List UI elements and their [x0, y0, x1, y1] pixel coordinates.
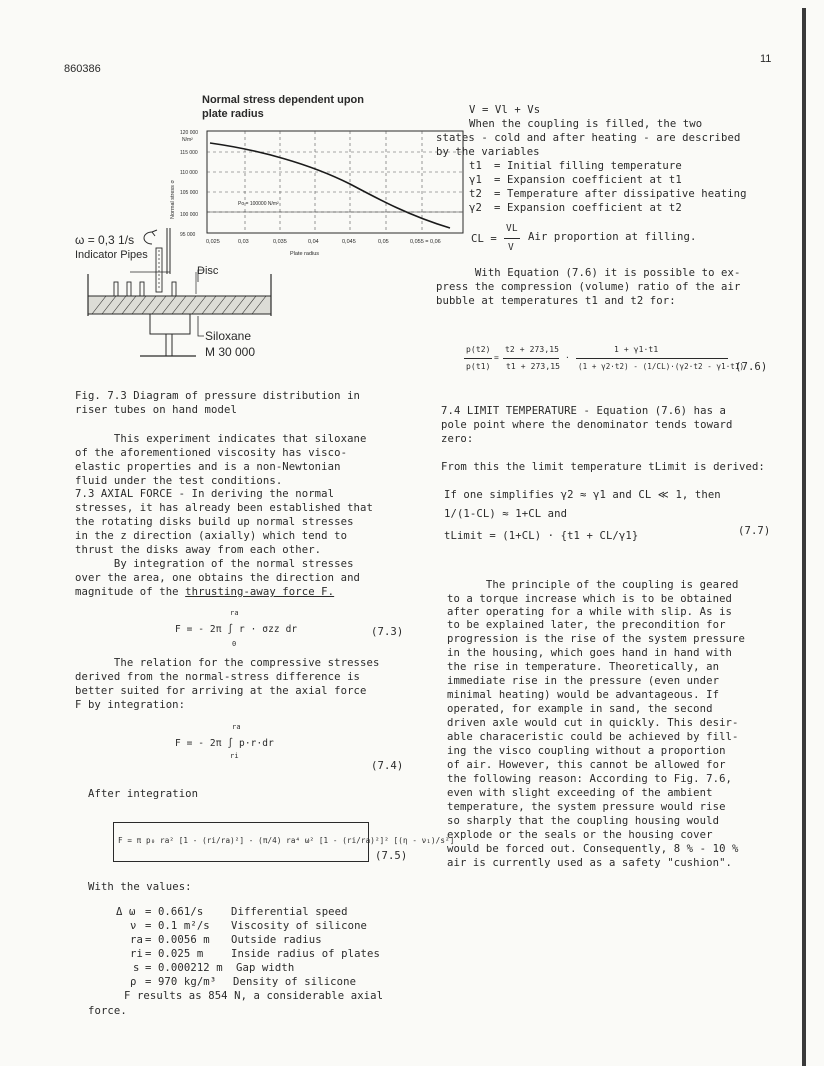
value-desc: Differential speed	[231, 906, 348, 918]
cl-def-num: VL	[506, 223, 518, 234]
value-desc: Outside radius	[231, 934, 322, 946]
para-principle-line: immediate rise in the pressure (even under	[447, 675, 720, 687]
para-integration-line2: over the area, one obtains the direction and	[75, 572, 361, 584]
para-principle-line: to a torque increase which is to be obtained	[447, 593, 733, 605]
var-desc: = Initial filling temperature	[494, 160, 682, 172]
eq74-number: (7.4)	[371, 760, 404, 772]
y-tick-label: 115 000	[180, 150, 198, 156]
var-desc: = Temperature after dissipative heating	[494, 188, 747, 200]
document-id: 860386	[64, 63, 101, 75]
thrusting-force-term: thrusting-away force F.	[185, 586, 335, 598]
para-limit-line1: 7.4 LIMIT TEMPERATURE - Equation (7.6) has a	[441, 405, 727, 417]
scan-edge-rule	[802, 8, 806, 1066]
para-principle-line: after operating for a while with slip. As is	[447, 606, 733, 618]
para-axial-line3: the rotating disks build up normal stresses	[75, 516, 354, 528]
short-indicator-pipes	[114, 282, 176, 296]
para-principle-line: so sharply that the coupling housing would	[447, 815, 720, 827]
eq76-mid-den: t1 + 273,15	[506, 362, 561, 371]
value-val: = 0.0056 m	[145, 934, 210, 946]
eq76-lhs-num: p(t2)	[466, 345, 491, 354]
y-tick-label: 100 000	[180, 212, 199, 218]
value-sym: ri	[130, 948, 143, 960]
result-line2: force.	[88, 1005, 127, 1017]
para-limit-line3: zero:	[441, 433, 474, 445]
cl-def-lhs: CL =	[471, 233, 497, 245]
limit-derived: From this the limit temperature tLimit is derived:	[441, 461, 765, 473]
eq76-mid-num: t2 + 273,15	[505, 345, 560, 354]
para-eq76-line3: bubble at temperatures t1 and t2 for:	[436, 295, 676, 307]
para-principle-line: even with slight exceeding of the ambient	[447, 787, 713, 799]
intro-line1: When the coupling is filled, the two	[469, 118, 703, 130]
para-principle-line: progression is the rise of the system pressure	[447, 633, 745, 645]
p0-label: Po = 100000 N/m²	[238, 201, 279, 207]
para-axial-line1: 7.3 AXIAL FORCE - In deriving the normal	[75, 488, 335, 500]
value-val: = 0.1 m²/s	[145, 920, 210, 932]
para-principle-line: in the housing, which goes hand in hand with	[447, 647, 733, 659]
x-tick-label: 0,03	[238, 239, 249, 245]
value-sym: ρ	[130, 976, 137, 988]
plot-grid	[207, 131, 463, 233]
para-integration-line1: By integration of the normal stresses	[75, 558, 354, 570]
value-val: = 970 kg/m³	[145, 976, 217, 988]
var-desc: = Expansion coefficient at t2	[494, 202, 682, 214]
after-integration: After integration	[88, 788, 199, 800]
figure-caption-line1: Fig. 7.3 Diagram of pressure distribution in	[75, 390, 361, 402]
value-val: = 0.025 m	[145, 948, 204, 960]
var-sym: γ2	[469, 202, 482, 214]
para-principle-line: would be forced out. Consequently, 8 % - 10 %	[447, 843, 739, 855]
figure-caption-line2: riser tubes on hand model	[75, 404, 237, 416]
para-axial-line2: stresses, it has already been established that	[75, 502, 373, 514]
value-sym: s	[133, 962, 140, 974]
eq76-number: (7.6)	[735, 361, 768, 373]
para-principle-line: of air. However, this cannot be allowed for	[447, 759, 726, 771]
para-principle-line: to be explained later, the precondition for	[447, 619, 726, 631]
y-tick-label: 120 000	[180, 130, 199, 136]
var-sym: t1	[469, 160, 482, 172]
rotation-arrow-icon	[144, 232, 152, 244]
figure-title-line1: Normal stress dependent upon	[202, 94, 364, 106]
eq75-formula: F = π p₀ ra² [1 - (ri/ra)²] - (π/4) ra⁴ ω² [1 - (ri/ra)²]² [(η - ν₁)/s²]	[118, 836, 455, 845]
x-tick-label: 0,04	[308, 239, 319, 245]
model-label: M 30 000	[205, 345, 256, 359]
para-principle-line: explode or the seals or the housing cover	[447, 829, 713, 841]
eq76-equals: =	[494, 353, 499, 362]
eq76-right-den: (1 + γ2·t2) - (1/CL)·(γ2·t2 - γ1·t1)	[578, 362, 745, 371]
x-tick-label: 0,045	[342, 239, 356, 245]
para-viscoelastic-line4: fluid under the test conditions.	[75, 475, 283, 487]
eq76-lhs-den: p(t1)	[466, 362, 491, 371]
value-val: = 0.000212 m	[145, 962, 223, 974]
indicator-pipes-label: Indicator Pipes	[75, 249, 148, 261]
page-number: 11	[760, 53, 772, 65]
para-principle-line: temperature, the system pressure would rise	[447, 801, 726, 813]
para-principle-line: air is currently used as a safety "cushion".	[447, 857, 733, 869]
eq73-lower-limit: 0	[232, 640, 237, 648]
x-tick-label: 0,055 = 0,06	[410, 239, 441, 245]
para-eq76-line2: press the compression (volume) ratio of the air	[436, 281, 741, 293]
eq75-number: (7.5)	[375, 850, 408, 862]
x-tick-label: 0,05	[378, 239, 389, 245]
eq77-number: (7.7)	[738, 525, 771, 537]
para-axial-line4: in the z direction (axially) which tend to	[75, 530, 348, 542]
para-eq76-line1: With Equation (7.6) it is possible to ex-	[436, 267, 741, 279]
value-desc: Inside radius of plates	[231, 948, 380, 960]
para-principle-line: driven axle would cut in quickly. This desir-	[447, 717, 739, 729]
para-viscoelastic-line3: elastic properties and is a non-Newtonian	[75, 461, 341, 473]
eq76-right-bar	[576, 358, 728, 359]
eq77-formula: tLimit = (1+CL) · {t1 + CL/γ1}	[444, 530, 639, 542]
para-limit-line2: pole point where the denominator tends toward	[441, 419, 733, 431]
simplify-line2: 1/(1-CL) ≈ 1+CL and	[444, 508, 568, 520]
x-tick-label: 0,035	[273, 239, 287, 245]
var-sym: γ1	[469, 174, 482, 186]
eq76-mid-bar	[503, 358, 559, 359]
plot-frame	[207, 131, 463, 233]
eq76-dot: ·	[565, 353, 570, 362]
para-principle-line: the rise in temperature. Theoretically, an	[447, 661, 720, 673]
y-tick-label: 95 000	[180, 232, 196, 238]
value-desc: Gap width	[236, 962, 295, 974]
para-relation-line2: derived from the normal-stress difference is	[75, 671, 361, 683]
var-sym: t2	[469, 188, 482, 200]
eq73-formula: F = - 2π ∫ r · σzz dr	[175, 624, 298, 635]
para-principle-line: the following reason: According to Fig. 7.6,	[447, 773, 733, 785]
para-relation-line3: better suited for arriving at the axial force	[75, 685, 367, 697]
cl-def-fraction-bar	[504, 238, 520, 239]
para-axial-line5: thrust the disks away from each other.	[75, 544, 322, 556]
para-relation-line1: The relation for the compressive stresses	[75, 657, 380, 669]
omega-label: ω = 0,3 1/s	[75, 233, 135, 247]
x-axis-title: Plate radius	[290, 251, 320, 257]
y-tick-label: 110 000	[180, 170, 198, 176]
para-principle-line: operated, for example in sand, the second	[447, 703, 713, 715]
eq74-upper-limit: ra	[232, 723, 241, 731]
var-desc: = Expansion coefficient at t1	[494, 174, 682, 186]
simplify-line1: If one simplifies γ2 ≈ γ1 and CL ≪ 1, then	[444, 489, 721, 501]
value-desc: Density of silicone	[233, 976, 357, 988]
para-viscoelastic-line1: This experiment indicates that siloxane	[75, 433, 367, 445]
rotation-arrowhead-icon	[152, 230, 157, 236]
disc-label: Disc	[197, 265, 219, 277]
para-integration-line3: magnitude of the thrusting-away force F.	[75, 586, 335, 598]
para-principle-line: The principle of the coupling is geared	[447, 579, 739, 591]
eq74-lower-limit: ri	[230, 752, 239, 760]
para-principle-line: ing the visco coupling without a proportion	[447, 745, 726, 757]
eq73-number: (7.3)	[371, 626, 404, 638]
intro-line2: states - cold and after heating - are described	[436, 132, 741, 144]
v-equation: V = Vl + Vs	[469, 104, 541, 116]
y-axis-title: Normal stress σ	[170, 180, 176, 219]
para-principle-line: minimal heating) would be advantageous. If	[447, 689, 720, 701]
eq76-right-num: 1 + γ1·t1	[614, 345, 659, 354]
para-relation-line4: F by integration:	[75, 699, 186, 711]
eq74-formula: F = - 2π ∫ p·r·dr	[175, 738, 274, 749]
with-values-heading: With the values:	[88, 881, 192, 893]
figure-title-line2: plate radius	[202, 108, 264, 120]
y-tick-label: 105 000	[180, 190, 199, 196]
cl-def-den: V	[508, 242, 514, 253]
eq73-upper-limit: ra	[230, 609, 239, 617]
value-val: = 0.661/s	[145, 906, 204, 918]
x-tick-label: 0,025	[206, 239, 220, 245]
value-desc: Viscosity of silicone	[231, 920, 368, 932]
intro-line3: by the variables	[436, 146, 540, 158]
value-sym: ν	[130, 920, 137, 932]
normal-stress-curve	[210, 143, 450, 228]
cl-def-text: Air proportion at filling.	[528, 231, 697, 243]
value-sym: ra	[130, 934, 143, 946]
value-sym: Δ ω	[116, 906, 136, 918]
para-principle-line: able characeristic could be achieved by fill-	[447, 731, 739, 743]
y-unit-label: N/m²	[182, 137, 193, 143]
eq76-lhs-bar	[464, 358, 492, 359]
siloxane-label: Siloxane	[205, 329, 252, 343]
result-line1: F results as 854 N, a considerable axial	[124, 990, 384, 1002]
para-viscoelastic-line2: of the aforementioned viscosity has visco-	[75, 447, 348, 459]
